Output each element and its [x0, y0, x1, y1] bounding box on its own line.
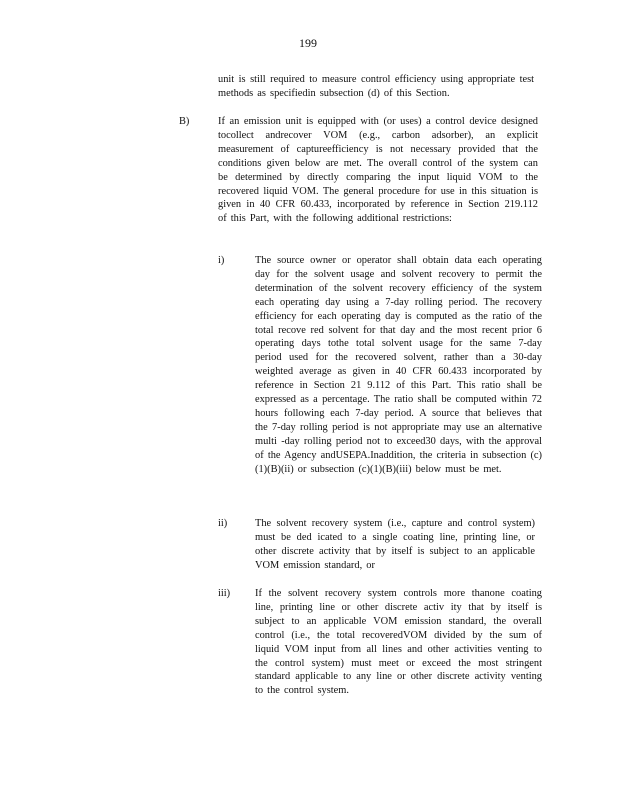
section-b-paragraph: If an emission unit is equipped with (or uses) a control device designed tocollect andrecover VOM (e.g., carbon adsorber), an explicit measurement of captureefficiency is not necessary provided that the conditions given below are met. The overall control of the system can be determined by directly comparing the input liquid VOM to the recovered liquid VOM. The general procedure for use in this situation is given in 40 CFR 60.433, incorporated by reference in Section 219.112 of this Part, with the following additional restrictions: [218, 116, 538, 225]
item-i-paragraph: The source owner or operator shall obtain data each operating day for the solvent usage and solvent recovery to permit the determination of the solvent recovery efficiency of the system each operating day using a 7-day rolling period. The recovery efficiency for each operating day is computed as the ratio of the total recove red solvent for that day and the most recent prior 6 operating days tothe total solvent usage for the same 7-day period used for the recovered solvent, rather than a 30-day weighted average as given in 40 CFR 60.433 incorporated by reference in Section 21 9.112 of this Part. This ratio shall be expressed as a percentage. The ratio shall be computed within 72 hours following each 7-day period. A source that believes that the 7-day rolling period is not appropriate may use an alternative multi -day rolling period not to exceed30 days, with the approval of the Agency andUSEPA.Inaddition, the criteria in subsection (c)(1)(B)(ii) or subsection (c)(1)(B)(iii) below must be met. [255, 255, 542, 475]
item-ii-paragraph: The solvent recovery system (i.e., capture and control system) must be ded icated to a single coating line, printing line, or other discrete activity that by itself is subject to an applicable VOM emission standard, or [255, 518, 535, 571]
item-iii-paragraph: If the solvent recovery system controls more thanone coating line, printing line or other discrete activ ity that by itself is subject to an applicable VOM emission standard, the overall control (i.e., the total recoveredVOM divided by the sum of liquid VOM input from all lines and other activities venting to the control system) must meet or exceed the most stringent standard applicable to any line or other discrete activity venting to the control system. [255, 588, 542, 697]
item-iii-label: iii) [218, 588, 231, 599]
item-i-label: i) [218, 255, 225, 266]
item-ii-label: ii) [218, 518, 228, 529]
section-b-label: B) [179, 116, 190, 127]
continuation-paragraph: unit is still required to measure control efficiency using appropriate test methods as specifiedin subsection (d) of this Section. [218, 74, 534, 99]
page-number: 199 [299, 36, 317, 50]
